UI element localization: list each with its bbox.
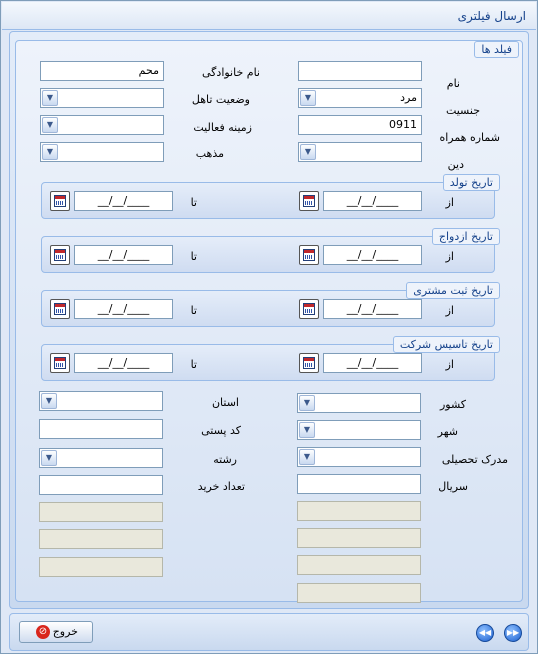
marriage-date-legend: تاریخ ازدواج	[432, 228, 500, 245]
fields-legend: فیلد ها	[474, 41, 519, 58]
disabled-field-r1	[297, 501, 421, 521]
calendar-icon	[54, 303, 66, 315]
serial-input[interactable]	[297, 474, 421, 494]
birth-from-calendar-button[interactable]	[299, 191, 319, 211]
company-from-input[interactable]: __/__/____	[323, 353, 422, 373]
footer-bar	[9, 613, 529, 651]
register-to-input[interactable]: __/__/____	[74, 299, 173, 319]
double-left-icon[interactable]: ◀◀	[476, 624, 494, 642]
window-title: ارسال فیلتری	[457, 9, 526, 23]
birth-date-legend: تاریخ تولد	[443, 174, 500, 191]
register-date-legend: تاریخ ثبت مشتری	[406, 282, 500, 299]
register-from-input[interactable]: __/__/____	[323, 299, 422, 319]
marriage-from-label: از	[445, 250, 454, 263]
company-to-label: تا	[190, 358, 197, 371]
religion-select[interactable]	[298, 142, 422, 162]
purchase-count-input[interactable]	[39, 475, 163, 495]
marriage-to-input[interactable]: __/__/____	[74, 245, 173, 265]
province-select[interactable]	[39, 391, 163, 411]
birth-to-label: تا	[190, 196, 197, 209]
province-label: استان	[211, 396, 239, 409]
serial-label: سریال	[438, 480, 468, 493]
disabled-field-r2	[297, 528, 421, 548]
sect-label: مذهب	[195, 147, 224, 160]
gender-label: جنسیت	[445, 104, 480, 117]
chevron-down-icon[interactable]: ▼	[42, 144, 58, 160]
marriage-to-label: تا	[190, 250, 197, 263]
close-icon: ⊘	[36, 625, 50, 639]
gender-value: مرد	[400, 91, 417, 104]
birth-date-group	[41, 182, 495, 219]
register-to-label: تا	[190, 304, 197, 317]
birth-from-input[interactable]: __/__/____	[323, 191, 422, 211]
chevron-down-icon[interactable]: ▼	[42, 117, 58, 133]
disabled-field-l3	[39, 557, 163, 577]
register-from-label: از	[445, 304, 454, 317]
field-label: رشته	[213, 453, 237, 466]
company-to-input[interactable]: __/__/____	[74, 353, 173, 373]
calendar-icon	[54, 249, 66, 261]
name-label: نام	[446, 77, 460, 90]
marriage-date-group	[41, 236, 495, 273]
exit-button-label: خروج	[52, 625, 78, 638]
field-select[interactable]	[39, 448, 163, 468]
double-right-icon[interactable]: ▶▶	[504, 624, 522, 642]
chevron-down-icon[interactable]: ▼	[299, 422, 315, 438]
calendar-icon	[54, 195, 66, 207]
exit-button[interactable]	[19, 621, 93, 643]
chevron-down-icon[interactable]: ▼	[42, 90, 58, 106]
activity-select[interactable]	[40, 115, 164, 135]
disabled-field-r4	[297, 583, 421, 603]
marriage-from-calendar-button[interactable]	[299, 245, 319, 265]
chevron-down-icon[interactable]: ▼	[299, 395, 315, 411]
company-to-calendar-button[interactable]	[50, 353, 70, 373]
name-input[interactable]	[298, 61, 422, 81]
birth-to-calendar-button[interactable]	[50, 191, 70, 211]
company-from-label: از	[445, 358, 454, 371]
education-label: مدرک تحصیلی	[441, 453, 508, 466]
marital-select[interactable]	[40, 88, 164, 108]
disabled-field-l2	[39, 529, 163, 549]
chevron-down-icon[interactable]: ▼	[41, 393, 57, 409]
country-label: کشور	[439, 398, 466, 411]
education-select[interactable]	[297, 447, 421, 467]
sect-select[interactable]	[40, 142, 164, 162]
marriage-to-calendar-button[interactable]	[50, 245, 70, 265]
chevron-down-icon[interactable]: ▼	[300, 90, 316, 106]
city-label: شهر	[437, 425, 458, 438]
disabled-field-r3	[297, 555, 421, 575]
chevron-down-icon[interactable]: ▼	[300, 144, 316, 160]
mobile-label: شماره همراه	[439, 131, 500, 144]
family-label: نام خانوادگی	[202, 66, 260, 79]
religion-label: دین	[447, 158, 464, 171]
city-select[interactable]	[297, 420, 421, 440]
purchase-count-label: تعداد خرید	[197, 480, 245, 493]
marriage-from-input[interactable]: __/__/____	[323, 245, 422, 265]
gender-select[interactable]	[298, 88, 422, 108]
marital-label: وضعیت تاهل	[191, 93, 250, 106]
birth-from-label: از	[445, 196, 454, 209]
company-from-calendar-button[interactable]	[299, 353, 319, 373]
postal-label: کد پستی	[201, 424, 241, 437]
fields-group	[15, 40, 523, 602]
chevron-down-icon[interactable]: ▼	[299, 449, 315, 465]
birth-to-input[interactable]: __/__/____	[74, 191, 173, 211]
main-panel	[9, 31, 529, 609]
title-bar	[2, 2, 536, 30]
mobile-input[interactable]: 0911	[298, 115, 422, 135]
postal-input[interactable]	[39, 419, 163, 439]
register-to-calendar-button[interactable]	[50, 299, 70, 319]
calendar-icon	[303, 303, 315, 315]
company-date-legend: تاریخ تاسیس شرکت	[393, 336, 500, 353]
disabled-field-l1	[39, 502, 163, 522]
calendar-icon	[54, 357, 66, 369]
calendar-icon	[303, 249, 315, 261]
register-from-calendar-button[interactable]	[299, 299, 319, 319]
calendar-icon	[303, 357, 315, 369]
activity-label: زمینه فعالیت	[193, 121, 252, 134]
country-select[interactable]	[297, 393, 421, 413]
calendar-icon	[303, 195, 315, 207]
family-input[interactable]: محم	[40, 61, 164, 81]
chevron-down-icon[interactable]: ▼	[41, 450, 57, 466]
